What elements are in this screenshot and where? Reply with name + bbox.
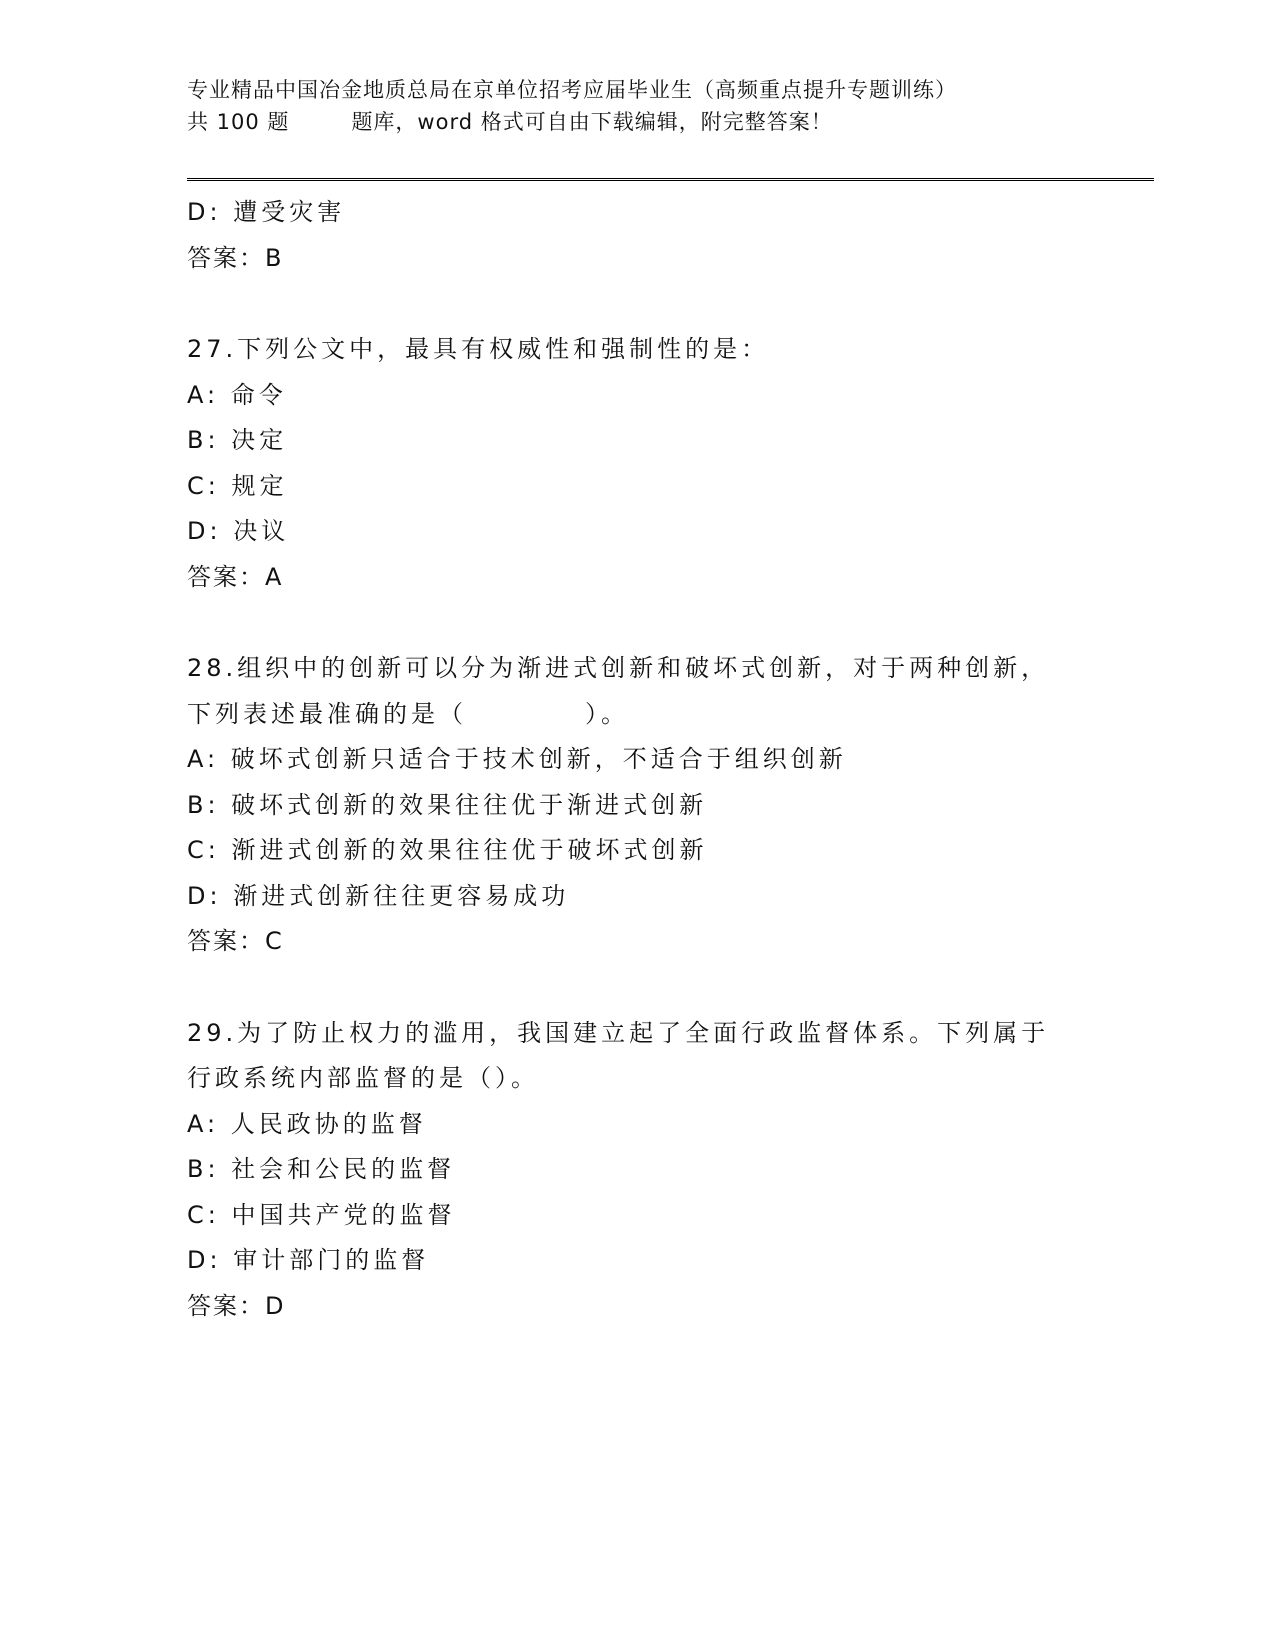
option-b: B: 社会和公民的监督 <box>187 1155 456 1183</box>
option-c: C: 中国共产党的监督 <box>187 1200 456 1229</box>
question-stem: 27.下列公文中，最具有权威性和强制性的是： <box>187 335 770 363</box>
option-c: C: 规定 <box>187 471 288 500</box>
option-d: D: 审计部门的监督 <box>187 1246 430 1274</box>
question-27 <box>187 327 1087 600</box>
option-d: D: 决议 <box>187 517 290 545</box>
question-stem: 28.组织中的创新可以分为渐进式创新和破坏式创新，对于两种创新， <box>187 654 1050 682</box>
option-d: D: 渐进式创新往往更容易成功 <box>187 881 570 910</box>
question-stem: 29.为了防止权力的滥用，我国建立起了全面行政监督体系。下列属于 <box>187 1018 1050 1047</box>
question-count: 共 100 题 <box>187 110 290 134</box>
question-stem-continued: 行政系统内部监督的是（）。 <box>187 1064 539 1092</box>
header-divider <box>187 178 1154 181</box>
answer-line: 答案：C <box>187 927 284 955</box>
option-c: C: 渐进式创新的效果往往优于破坏式创新 <box>187 836 708 864</box>
answer-line: 答案：A <box>187 562 284 591</box>
question-stem-continued: 下列表述最准确的是（ ）。 <box>187 699 629 728</box>
option-a: A: 人民政协的监督 <box>187 1109 427 1138</box>
answer-line: 答案：B <box>187 243 284 272</box>
option-a: A: 破坏式创新只适合于技术创新，不适合于组织创新 <box>187 745 847 773</box>
option-b: B: 决定 <box>187 426 288 454</box>
question-29 <box>187 1011 1087 1330</box>
page-header <box>187 74 1107 138</box>
document-body <box>187 190 1087 1329</box>
header-note: 题库，word 格式可自由下载编辑，附完整答案！ <box>351 110 833 134</box>
answer-line: 答案：D <box>187 1291 286 1320</box>
header-subtitle <box>187 106 1107 138</box>
question-28 <box>187 646 1087 965</box>
option-b: B: 破坏式创新的效果往往优于渐进式创新 <box>187 790 708 819</box>
header-title: 专业精品中国冶金地质总局在京单位招考应届毕业生（高频重点提升专题训练） <box>187 78 957 102</box>
option-a: A: 命令 <box>187 380 287 409</box>
option-d: D: 遭受灾害 <box>187 198 346 226</box>
